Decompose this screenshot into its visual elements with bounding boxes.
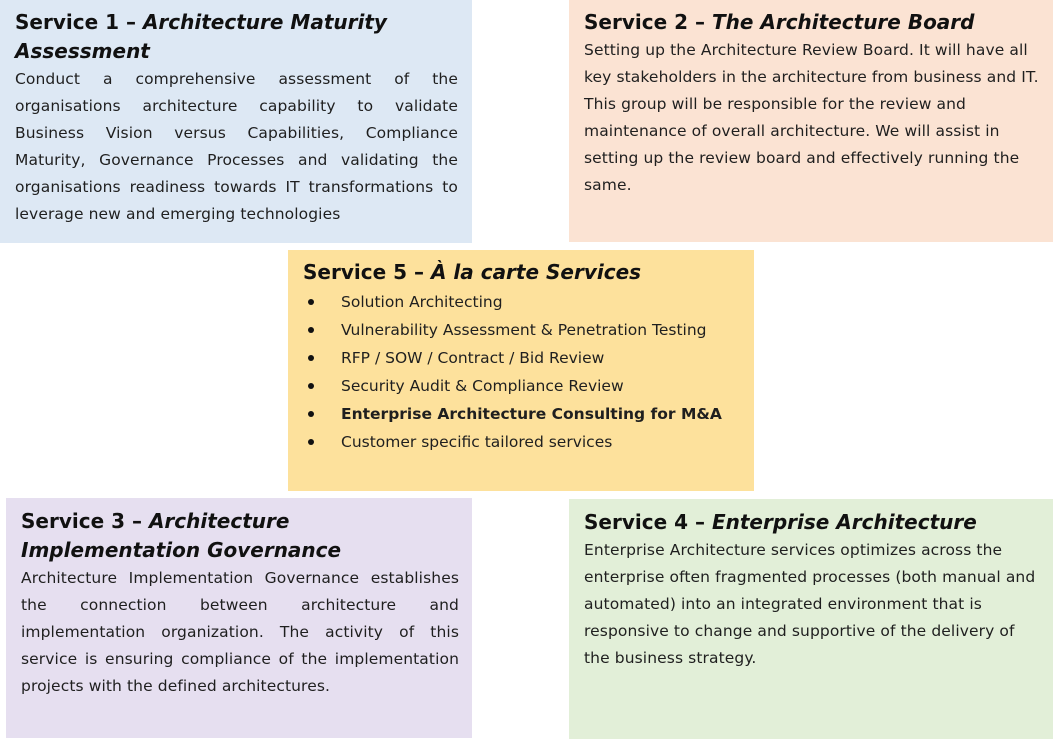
bullet-icon	[308, 439, 314, 445]
bullet-icon	[308, 383, 314, 389]
list-item-label: Security Audit & Compliance Review	[341, 377, 624, 395]
list-item	[303, 344, 744, 372]
service-2-title	[584, 8, 1039, 37]
bullet-icon	[308, 299, 314, 305]
service-5-title	[303, 258, 744, 287]
service-4-box	[569, 499, 1053, 739]
service-2-box	[569, 0, 1053, 242]
service-2-prefix: Service 2 –	[584, 10, 712, 34]
service-3-title	[21, 507, 459, 565]
list-item-label: Solution Architecting	[341, 293, 503, 311]
service-4-description: Enterprise Architecture services optimizes across the enterprise often fragmented processes (both manual and automated) into an integrated environment that is responsive to change and supportive of the delivery of the business strategy.	[584, 541, 1036, 667]
service-5-prefix: Service 5 –	[303, 260, 431, 284]
service-4-prefix: Service 4 –	[584, 510, 712, 534]
bullet-icon	[308, 327, 314, 333]
bullet-icon	[308, 355, 314, 361]
service-5-list	[303, 288, 744, 456]
service-4-name: Enterprise Architecture	[711, 510, 977, 534]
service-5-name: À la carte Services	[430, 260, 642, 284]
list-item	[303, 288, 744, 316]
list-item	[303, 400, 744, 428]
service-3-name: Architecture Implementation Governance	[21, 509, 342, 562]
service-1-prefix: Service 1 –	[15, 10, 143, 34]
service-3-prefix: Service 3 –	[21, 509, 149, 533]
service-3-box	[6, 498, 472, 738]
service-2-description: Setting up the Architecture Review Board. It will have all key stakeholders in the architecture from business and IT. This group will be responsible for the review and maintenance of overall architecture. We will assist in setting up the review board and effectively running the same.	[584, 41, 1039, 194]
bullet-icon	[308, 411, 314, 417]
service-1-box	[0, 0, 472, 243]
service-1-description: Conduct a comprehensive assessment of the organisations architecture capability to validate Business Vision versus Capabilities, Compliance Maturity, Governance Processes and validating the organisations readiness towards IT transformations to leverage new and emerging technologies	[15, 70, 458, 223]
list-item	[303, 316, 744, 344]
list-item	[303, 372, 744, 400]
service-3-description: Architecture Implementation Governance establishes the connection between architecture and implementation organization. The activity of this service is ensuring compliance of the implementation projects with the defined architectures.	[21, 569, 459, 695]
service-2-name: The Architecture Board	[711, 10, 975, 34]
list-item-label: Customer specific tailored services	[341, 433, 613, 451]
service-1-title	[15, 8, 458, 66]
service-1-name: Architecture Maturity Assessment	[15, 10, 387, 63]
service-5-box	[288, 250, 754, 491]
list-item	[303, 428, 744, 456]
list-item-label: Enterprise Architecture Consulting for M&A	[341, 405, 722, 423]
service-4-title	[584, 508, 1039, 537]
list-item-label: RFP / SOW / Contract / Bid Review	[341, 349, 605, 367]
list-item-label: Vulnerability Assessment & Penetration Testing	[341, 321, 707, 339]
